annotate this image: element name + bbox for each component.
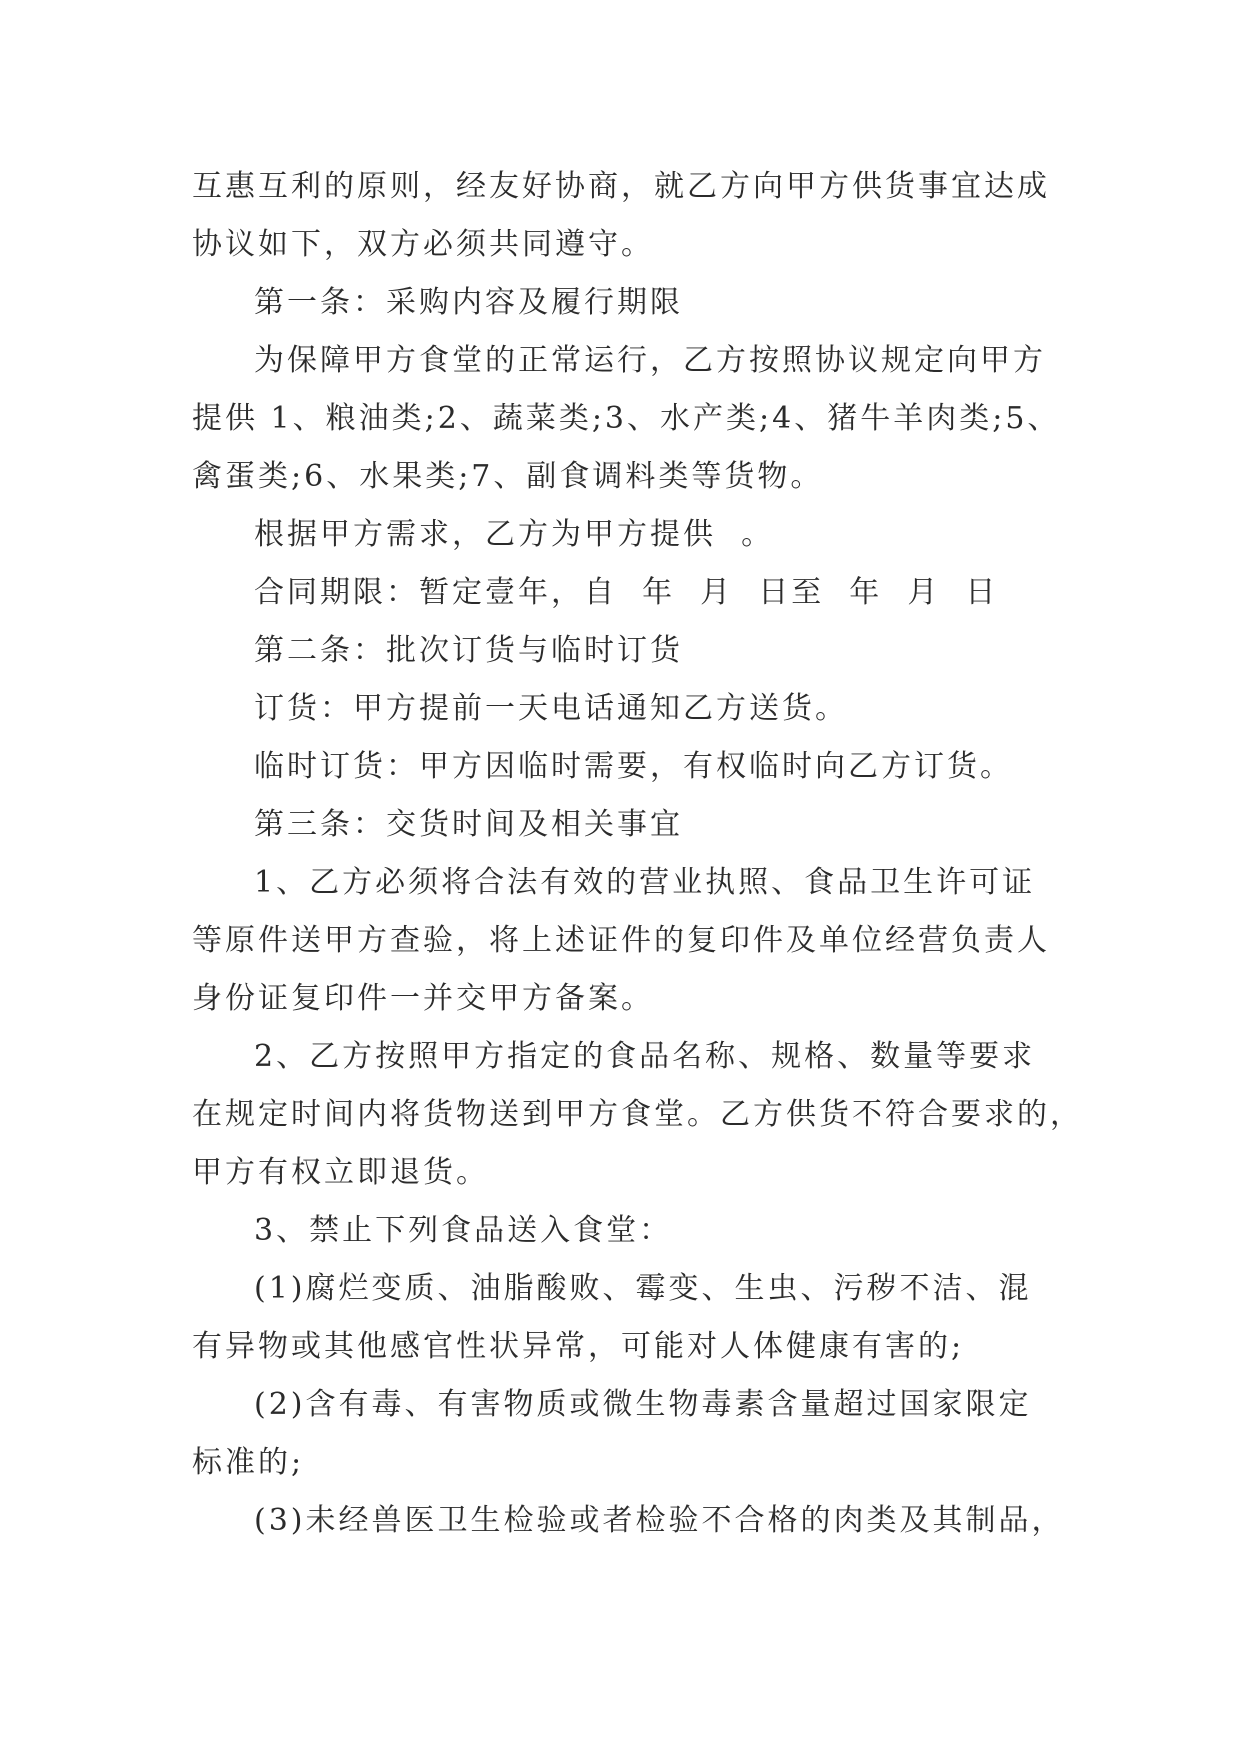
text-line: 根据甲方需求，乙方为甲方提供 。 xyxy=(254,517,775,552)
text-line: (1)腐烂变质、油脂酸败、霉变、生虫、污秽不洁、混 xyxy=(254,1271,1032,1306)
section-heading: 第一条：采购内容及履行期限 xyxy=(254,285,683,320)
text-line: 3、禁止下列食品送入食堂： xyxy=(254,1213,673,1248)
text-line: 1、乙方必须将合法有效的营业执照、食品卫生许可证 xyxy=(254,865,1036,900)
section-heading: 第三条：交货时间及相关事宜 xyxy=(254,807,683,842)
text-line: 在规定时间内将货物送到甲方食堂。乙方供货不符合要求的， xyxy=(192,1097,1083,1132)
text-line: 禽蛋类;6、水果类;7、副食调料类等货物。 xyxy=(192,459,824,494)
text-line: 合同期限：暂定壹年，自 年 月 日至 年 月 日 xyxy=(254,575,999,610)
text-line: 甲方有权立即退货。 xyxy=(192,1155,489,1190)
text-line: 有异物或其他感官性状异常，可能对人体健康有害的; xyxy=(192,1329,965,1364)
section-heading: 第二条：批次订货与临时订货 xyxy=(254,633,683,668)
text-line: 协议如下，双方必须共同遵守。 xyxy=(192,227,654,262)
text-line: (3)未经兽医卫生检验或者检验不合格的肉类及其制品， xyxy=(254,1503,1065,1538)
text-line: 等原件送甲方查验，将上述证件的复印件及单位经营负责人 xyxy=(192,923,1050,958)
text-line: (2)含有毒、有害物质或微生物毒素含量超过国家限定 xyxy=(254,1387,1032,1422)
text-line: 订货：甲方提前一天电话通知乙方送货。 xyxy=(254,691,848,726)
text-line: 互惠互利的原则，经友好协商，就乙方向甲方供货事宜达成 xyxy=(192,169,1050,204)
text-line: 临时订货：甲方因临时需要，有权临时向乙方订货。 xyxy=(254,749,1013,784)
text-line: 为保障甲方食堂的正常运行，乙方按照协议规定向甲方 xyxy=(254,343,1046,378)
document-body xyxy=(192,158,1083,1550)
text-line: 2、乙方按照甲方指定的食品名称、规格、数量等要求 xyxy=(254,1039,1036,1074)
text-line: 标准的; xyxy=(192,1445,305,1480)
text-line: 提供 1、粮油类;2、蔬菜类;3、水产类;4、猪牛羊肉类;5、 xyxy=(192,401,1061,436)
text-line: 身份证复印件一并交甲方备案。 xyxy=(192,981,654,1016)
